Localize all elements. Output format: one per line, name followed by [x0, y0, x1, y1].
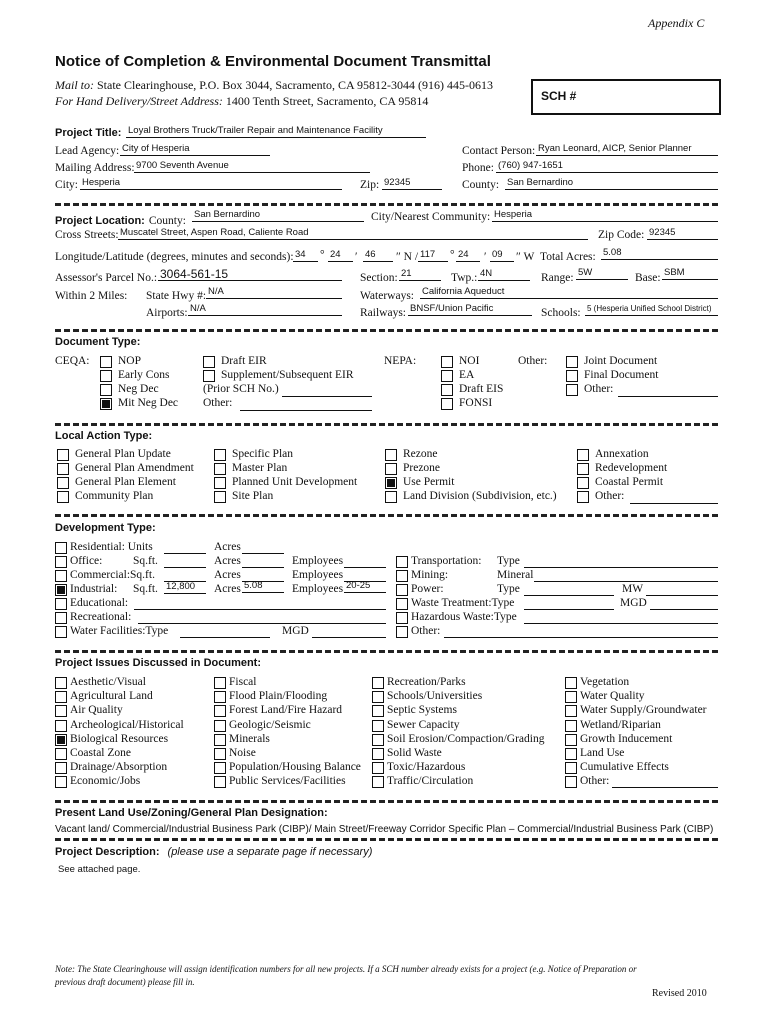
- septic-systems-checkbox[interactable]: [372, 705, 384, 717]
- public-services-facilities-label: Public Services/Facilities: [229, 775, 346, 788]
- phone-field[interactable]: (760) 947-1651: [496, 160, 718, 173]
- nepa-label: NEPA:: [384, 355, 417, 367]
- apn-label: Assessor's Parcel No.:: [55, 272, 158, 284]
- action-other-checkbox[interactable]: [577, 491, 589, 503]
- commercial-acres-label: Acres: [214, 569, 241, 581]
- zip-code-label: Zip Code:: [598, 229, 645, 241]
- airports-label: Airports:: [146, 307, 188, 319]
- waste-treatment-checkbox[interactable]: [396, 598, 408, 610]
- office-employees-field[interactable]: [344, 567, 386, 568]
- hand-delivery: For Hand Delivery/Street Address: 1400 Tenth Street, Sacramento, CA 95814: [55, 94, 429, 108]
- gp-amendment-checkbox[interactable]: [57, 463, 69, 475]
- range-field[interactable]: 5W: [576, 267, 628, 280]
- fonsi-label: FONSI: [459, 397, 493, 409]
- sewer-capacity-checkbox[interactable]: [372, 720, 384, 732]
- use-permit-label: Use Permit: [403, 476, 455, 488]
- document-type-heading: Document Type:: [55, 336, 141, 348]
- section-divider: [55, 514, 718, 517]
- cross-streets-label: Cross Streets:: [55, 229, 119, 241]
- commercial-label: Commercial:Sq.ft.: [70, 569, 155, 581]
- specific-plan-label: Specific Plan: [232, 448, 293, 460]
- cumulative-effects-checkbox[interactable]: [565, 762, 577, 774]
- base-field[interactable]: SBM: [662, 267, 718, 280]
- mineral-field[interactable]: [534, 581, 718, 582]
- apn-field[interactable]: 3064-561-15: [158, 268, 342, 281]
- water-facilities-label: Water Facilities:Type: [70, 625, 169, 637]
- master-plan-label: Master Plan: [232, 462, 288, 474]
- recreational-label: Recreational:: [70, 611, 132, 623]
- educational-field[interactable]: [134, 609, 386, 610]
- geologic-seismic-label: Geologic/Seismic: [229, 718, 311, 731]
- water-facilities-type-field[interactable]: [180, 637, 270, 638]
- ea-checkbox[interactable]: [441, 370, 453, 382]
- population-housing-balance-label: Population/Housing Balance: [229, 761, 361, 774]
- hwy-field[interactable]: N/A: [206, 286, 342, 299]
- lead-agency-field[interactable]: City of Hesperia: [120, 143, 270, 156]
- coastal-permit-checkbox[interactable]: [577, 477, 589, 489]
- water-mgd-field[interactable]: [312, 637, 386, 638]
- schools-universities-label: Schools/Universities: [387, 690, 483, 703]
- power-label: Power:: [411, 583, 444, 595]
- mineral-label: Mineral: [497, 569, 534, 581]
- within-label: Within 2 Miles:: [55, 290, 128, 302]
- mit-neg-dec-label: Mit Neg Dec: [118, 397, 179, 409]
- forest-land-fire-hazard-checkbox[interactable]: [214, 705, 226, 717]
- action-other-label: Other:: [595, 490, 625, 502]
- noi-checkbox[interactable]: [441, 356, 453, 368]
- airports-field[interactable]: N/A: [188, 303, 342, 316]
- waterways-field[interactable]: California Aqueduct: [420, 286, 718, 299]
- lon-west-label: ″ W: [516, 251, 535, 263]
- mining-checkbox[interactable]: [396, 570, 408, 582]
- nop-checkbox[interactable]: [100, 356, 112, 368]
- gp-element-checkbox[interactable]: [57, 477, 69, 489]
- growth-inducement-label: Growth Inducement: [580, 732, 673, 745]
- industrial-label: Industrial:: [70, 583, 118, 595]
- total-acres-field[interactable]: 5.08: [601, 247, 718, 260]
- local-action-heading: Local Action Type:: [55, 430, 153, 442]
- section-label: Section:: [360, 272, 398, 284]
- section-divider: [55, 838, 718, 841]
- revised-label: Revised 2010: [652, 988, 707, 999]
- industrial-employees-field[interactable]: 20-25: [344, 580, 386, 593]
- industrial-employees-label: Employees: [292, 583, 344, 595]
- transportation-type-label: Type: [497, 555, 520, 567]
- educational-checkbox[interactable]: [55, 598, 67, 610]
- prezone-label: Prezone: [403, 462, 441, 474]
- prior-sch-field[interactable]: [282, 396, 372, 397]
- cross-streets-field[interactable]: Muscatel Street, Aspen Road, Caliente Road: [118, 227, 588, 240]
- doc-other-label: Other:: [203, 397, 233, 409]
- office-acres-field[interactable]: [242, 567, 284, 568]
- traffic-circulation-checkbox[interactable]: [372, 776, 384, 788]
- section-divider: [55, 329, 718, 332]
- total-acres-label: Total Acres:: [540, 251, 596, 263]
- final-document-checkbox[interactable]: [566, 370, 578, 382]
- economic-jobs-label: Economic/Jobs: [70, 775, 141, 788]
- ea-label: EA: [459, 369, 475, 381]
- educational-label: Educational:: [70, 597, 129, 609]
- land-use-value: Vacant land/ Commercial/Industrial Business Park (CIBP)/ Main Street/Freeway Corridor Specific Plan – Commercial/Industrial Business Park (CIBP): [55, 824, 714, 835]
- minerals-checkbox[interactable]: [214, 734, 226, 746]
- doc-other-field[interactable]: [240, 410, 372, 411]
- residential-acres-field[interactable]: [242, 553, 284, 554]
- industrial-acres-field[interactable]: 5.08: [242, 580, 284, 593]
- toxic-hazardous-label: Toxic/Hazardous: [387, 761, 466, 774]
- redevelopment-label: Redevelopment: [595, 462, 668, 474]
- coastal-permit-label: Coastal Permit: [595, 476, 664, 488]
- latlong-label: Longitude/Latitude (degrees, minutes and seconds):: [55, 251, 294, 263]
- schools-field[interactable]: 5 (Hesperia Unified School District): [585, 303, 718, 316]
- project-description-heading: Project Description: (please use a separate page if necessary): [55, 846, 373, 858]
- site-plan-label: Site Plan: [232, 490, 274, 502]
- dev-other-checkbox[interactable]: [396, 626, 408, 638]
- industrial-sqft-label: Sq.ft.: [133, 583, 158, 595]
- archeological-historical-checkbox[interactable]: [55, 720, 67, 732]
- agricultural-land-checkbox[interactable]: [55, 691, 67, 703]
- residential-units-field[interactable]: [164, 553, 206, 554]
- joint-document-label: Joint Document: [584, 355, 658, 367]
- water-quality-checkbox[interactable]: [565, 691, 577, 703]
- fiscal-checkbox[interactable]: [214, 677, 226, 689]
- twp-field[interactable]: 4N: [478, 268, 530, 281]
- solid-waste-checkbox[interactable]: [372, 748, 384, 760]
- railways-field[interactable]: BNSF/Union Pacific: [408, 303, 532, 316]
- waste-treatment-label: Waste Treatment:Type: [411, 597, 515, 609]
- draft-eir-label: Draft EIR: [221, 355, 267, 367]
- joint-document-checkbox[interactable]: [566, 356, 578, 368]
- coastal-zone-checkbox[interactable]: [55, 748, 67, 760]
- ceqa-label: CEQA:: [55, 355, 90, 367]
- residential-checkbox[interactable]: [55, 542, 67, 554]
- water-facilities-checkbox[interactable]: [55, 626, 67, 638]
- public-services-facilities-checkbox[interactable]: [214, 776, 226, 788]
- schools-label: Schools:: [541, 307, 581, 319]
- archeological-historical-label: Archeological/Historical: [70, 718, 184, 731]
- sch-label: SCH #: [541, 89, 577, 103]
- use-permit-checkbox[interactable]: [385, 477, 397, 489]
- footer-note-line1: Note: The State Clearinghouse will assign identification numbers for all new projects. If a SCH number already exists for a project (e.g. Notice of Preparation or: [55, 964, 637, 974]
- community-plan-label: Community Plan: [75, 490, 154, 502]
- early-cons-checkbox[interactable]: [100, 370, 112, 382]
- transportation-type-field[interactable]: [524, 567, 718, 568]
- recreation-parks-checkbox[interactable]: [372, 677, 384, 689]
- office-employees-label: Employees: [292, 555, 344, 567]
- septic-systems-label: Septic Systems: [387, 704, 457, 717]
- lead-agency-label: Lead Agency:: [55, 145, 120, 157]
- prior-sch-label: (Prior SCH No.): [203, 383, 279, 395]
- traffic-circulation-label: Traffic/Circulation: [387, 775, 474, 788]
- lon-minutes-field[interactable]: 24: [456, 249, 480, 262]
- contact-label: Contact Person:: [462, 145, 536, 157]
- gp-update-label: General Plan Update: [75, 448, 171, 460]
- project-description-value: See attached page.: [58, 864, 141, 875]
- hwy-label: State Hwy #:: [146, 290, 207, 302]
- other-document-checkbox[interactable]: [566, 384, 578, 396]
- power-type-field[interactable]: [524, 595, 614, 596]
- gp-element-label: General Plan Element: [75, 476, 176, 488]
- supplement-eir-label: Supplement/Subsequent EIR: [221, 369, 354, 381]
- specific-plan-checkbox[interactable]: [214, 449, 226, 461]
- waterways-label: Waterways:: [360, 290, 414, 302]
- zip-field[interactable]: 92345: [382, 177, 442, 190]
- aesthetic-visual-label: Aesthetic/Visual: [70, 676, 146, 688]
- water-mgd-label: MGD: [282, 625, 309, 637]
- noi-label: NOI: [459, 355, 480, 367]
- vegetation-checkbox[interactable]: [565, 677, 577, 689]
- coastal-zone-label: Coastal Zone: [70, 747, 131, 759]
- prezone-checkbox[interactable]: [385, 463, 397, 475]
- air-quality-checkbox[interactable]: [55, 705, 67, 717]
- wetland-riparian-label: Wetland/Riparian: [580, 718, 661, 731]
- industrial-checkbox[interactable]: [55, 584, 67, 596]
- city-field[interactable]: Hesperia: [80, 177, 342, 190]
- pud-checkbox[interactable]: [214, 477, 226, 489]
- land-use-label: Land Use: [580, 747, 625, 759]
- section-divider: [55, 800, 718, 803]
- office-label: Office:: [70, 555, 103, 567]
- office-sqft-field[interactable]: [164, 567, 206, 568]
- section-divider: [55, 203, 718, 206]
- office-acres-label: Acres: [214, 555, 241, 567]
- lat-minutes-field[interactable]: 24: [328, 249, 353, 262]
- page-title: Notice of Completion & Environmental Document Transmittal: [55, 53, 491, 70]
- county-label: County:: [462, 179, 500, 191]
- lon-degree-symbol: °: [450, 249, 455, 261]
- base-label: Base:: [635, 272, 661, 284]
- power-checkbox[interactable]: [396, 584, 408, 596]
- office-checkbox[interactable]: [55, 556, 67, 568]
- footer-note-line2: previous draft document) please fill in.: [55, 977, 195, 987]
- redevelopment-checkbox[interactable]: [577, 463, 589, 475]
- recreational-checkbox[interactable]: [55, 612, 67, 624]
- transportation-label: Transportation:: [411, 555, 482, 567]
- lat-degree-symbol: °: [320, 249, 325, 261]
- gp-amendment-label: General Plan Amendment: [75, 462, 194, 474]
- other-label: Other:: [580, 775, 610, 788]
- development-type-heading: Development Type:: [55, 522, 156, 534]
- mining-label: Mining:: [411, 569, 449, 581]
- land-use-checkbox[interactable]: [565, 748, 577, 760]
- other-document-label: Other:: [584, 383, 614, 395]
- action-other-field[interactable]: [630, 503, 718, 504]
- solid-waste-label: Solid Waste: [387, 747, 442, 759]
- land-division-label: Land Division (Subdivision, etc.): [403, 490, 557, 502]
- residential-label: Residential: Units: [70, 541, 153, 553]
- commercial-employees-label: Employees: [292, 569, 344, 581]
- drainage-absorption-label: Drainage/Absorption: [70, 761, 168, 774]
- forest-land-fire-hazard-label: Forest Land/Fire Hazard: [229, 704, 343, 717]
- mailing-label: Mailing Address:: [55, 162, 135, 174]
- flood-plain-flooding-checkbox[interactable]: [214, 691, 226, 703]
- soil-erosion-compaction-grading-checkbox[interactable]: [372, 734, 384, 746]
- air-quality-label: Air Quality: [70, 704, 123, 717]
- waste-treatment-type-field[interactable]: [524, 609, 614, 610]
- fiscal-label: Fiscal: [229, 676, 257, 688]
- project-location-heading: Project Location: County:: [55, 215, 186, 227]
- contact-field[interactable]: Ryan Leonard, AICP, Senior Planner: [536, 143, 718, 156]
- drainage-absorption-checkbox[interactable]: [55, 762, 67, 774]
- transportation-checkbox[interactable]: [396, 556, 408, 568]
- rezone-label: Rezone: [403, 448, 438, 460]
- flood-plain-flooding-label: Flood Plain/Flooding: [229, 690, 328, 703]
- gp-update-checkbox[interactable]: [57, 449, 69, 461]
- schools-universities-checkbox[interactable]: [372, 691, 384, 703]
- biological-resources-checkbox[interactable]: [55, 734, 67, 746]
- project-title-label: Project Title:: [55, 127, 122, 139]
- industrial-sqft-field[interactable]: 12,800: [164, 581, 206, 594]
- vegetation-label: Vegetation: [580, 676, 630, 688]
- dev-other-label: Other:: [411, 625, 441, 637]
- location-county-field[interactable]: San Bernardino: [192, 209, 364, 222]
- draft-eis-label: Draft EIS: [459, 383, 504, 395]
- population-housing-balance-checkbox[interactable]: [214, 762, 226, 774]
- power-type-label: Type: [497, 583, 520, 595]
- community-field[interactable]: Hesperia: [492, 209, 718, 222]
- other-document-field[interactable]: [618, 396, 718, 397]
- section-field[interactable]: 21: [399, 268, 441, 281]
- annexation-checkbox[interactable]: [577, 449, 589, 461]
- land-use-heading: Present Land Use/Zoning/General Plan Designation:: [55, 807, 328, 819]
- land-division-checkbox[interactable]: [385, 491, 397, 503]
- annexation-label: Annexation: [595, 448, 649, 460]
- minerals-label: Minerals: [229, 732, 270, 745]
- fonsi-checkbox[interactable]: [441, 398, 453, 410]
- toxic-hazardous-checkbox[interactable]: [372, 762, 384, 774]
- growth-inducement-checkbox[interactable]: [565, 734, 577, 746]
- soil-erosion-compaction-grading-label: Soil Erosion/Compaction/Grading: [387, 732, 545, 745]
- agricultural-land-label: Agricultural Land: [70, 690, 153, 703]
- early-cons-label: Early Cons: [118, 369, 170, 381]
- mailing-field[interactable]: 9700 Seventh Avenue: [134, 160, 370, 173]
- neg-dec-checkbox[interactable]: [100, 384, 112, 396]
- biological-resources-label: Biological Resources: [70, 732, 169, 745]
- twp-label: Twp.:: [451, 272, 478, 284]
- hazardous-waste-label: Hazardous Waste:Type: [411, 611, 517, 623]
- water-supply-groundwater-label: Water Supply/Groundwater: [580, 704, 707, 717]
- aesthetic-visual-checkbox[interactable]: [55, 677, 67, 689]
- office-sqft-label: Sq.ft.: [133, 555, 158, 567]
- other-checkbox[interactable]: [565, 776, 577, 788]
- geologic-seismic-checkbox[interactable]: [214, 720, 226, 732]
- project-issues-heading: Project Issues Discussed in Document:: [55, 657, 262, 669]
- appendix-label: Appendix C: [648, 16, 705, 30]
- lat-north-label: ″ N /: [396, 251, 419, 263]
- final-document-label: Final Document: [584, 369, 659, 381]
- water-quality-label: Water Quality: [580, 690, 645, 703]
- other-label: Other:: [518, 355, 548, 367]
- section-divider: [55, 650, 718, 653]
- draft-eir-checkbox[interactable]: [203, 356, 215, 368]
- sch-number-box[interactable]: [531, 79, 721, 115]
- recreation-parks-label: Recreation/Parks: [387, 676, 466, 688]
- mit-neg-dec-checkbox[interactable]: [100, 398, 112, 410]
- master-plan-checkbox[interactable]: [214, 463, 226, 475]
- noise-checkbox[interactable]: [214, 748, 226, 760]
- dev-other-field[interactable]: [444, 637, 718, 638]
- range-label: Range:: [541, 272, 574, 284]
- recreational-field[interactable]: [138, 623, 386, 624]
- wetland-riparian-checkbox[interactable]: [565, 720, 577, 732]
- waste-mgd-field[interactable]: [650, 609, 718, 610]
- water-supply-groundwater-checkbox[interactable]: [565, 705, 577, 717]
- city-label: City:: [55, 179, 79, 191]
- industrial-acres-label: Acres: [214, 583, 241, 595]
- lat-minute-symbol: ′: [355, 251, 358, 263]
- lon-degrees-field[interactable]: 117: [418, 249, 448, 262]
- hazardous-waste-type-field[interactable]: [524, 623, 718, 624]
- lat-seconds-field[interactable]: 46: [363, 249, 393, 262]
- railways-label: Railways:: [360, 307, 406, 319]
- supplement-eir-checkbox[interactable]: [203, 370, 215, 382]
- noise-label: Noise: [229, 747, 256, 759]
- power-mw-field[interactable]: [646, 595, 718, 596]
- residential-acres-label: Acres: [214, 541, 241, 553]
- neg-dec-label: Neg Dec: [118, 383, 159, 395]
- county-field[interactable]: San Bernardino: [505, 177, 718, 190]
- community-label: City/Nearest Community:: [371, 211, 491, 223]
- section-divider: [55, 423, 718, 426]
- site-plan-checkbox[interactable]: [214, 491, 226, 503]
- zip-code-field[interactable]: 92345: [647, 227, 718, 240]
- sewer-capacity-label: Sewer Capacity: [387, 718, 460, 731]
- mail-to: Mail to: State Clearinghouse, P.O. Box 3044, Sacramento, CA 95812-3044 (916) 445-0613: [55, 78, 493, 92]
- issues-other-field[interactable]: [612, 787, 718, 788]
- phone-label: Phone:: [462, 162, 494, 174]
- lon-seconds-field[interactable]: 09: [490, 249, 514, 262]
- zip-label: Zip:: [360, 179, 380, 191]
- hazardous-waste-checkbox[interactable]: [396, 612, 408, 624]
- pud-label: Planned Unit Development: [232, 476, 358, 488]
- community-plan-checkbox[interactable]: [57, 491, 69, 503]
- economic-jobs-checkbox[interactable]: [55, 776, 67, 788]
- commercial-checkbox[interactable]: [55, 570, 67, 582]
- draft-eis-checkbox[interactable]: [441, 384, 453, 396]
- cumulative-effects-label: Cumulative Effects: [580, 761, 669, 774]
- waste-mgd-label: MGD: [620, 597, 647, 609]
- nop-label: NOP: [118, 355, 142, 367]
- power-mw-label: MW: [622, 583, 644, 595]
- project-title-field[interactable]: Loyal Brothers Truck/Trailer Repair and Maintenance Facility: [126, 125, 426, 138]
- rezone-checkbox[interactable]: [385, 449, 397, 461]
- lat-degrees-field[interactable]: 34: [293, 249, 318, 262]
- lon-minute-symbol: ′: [484, 251, 487, 263]
